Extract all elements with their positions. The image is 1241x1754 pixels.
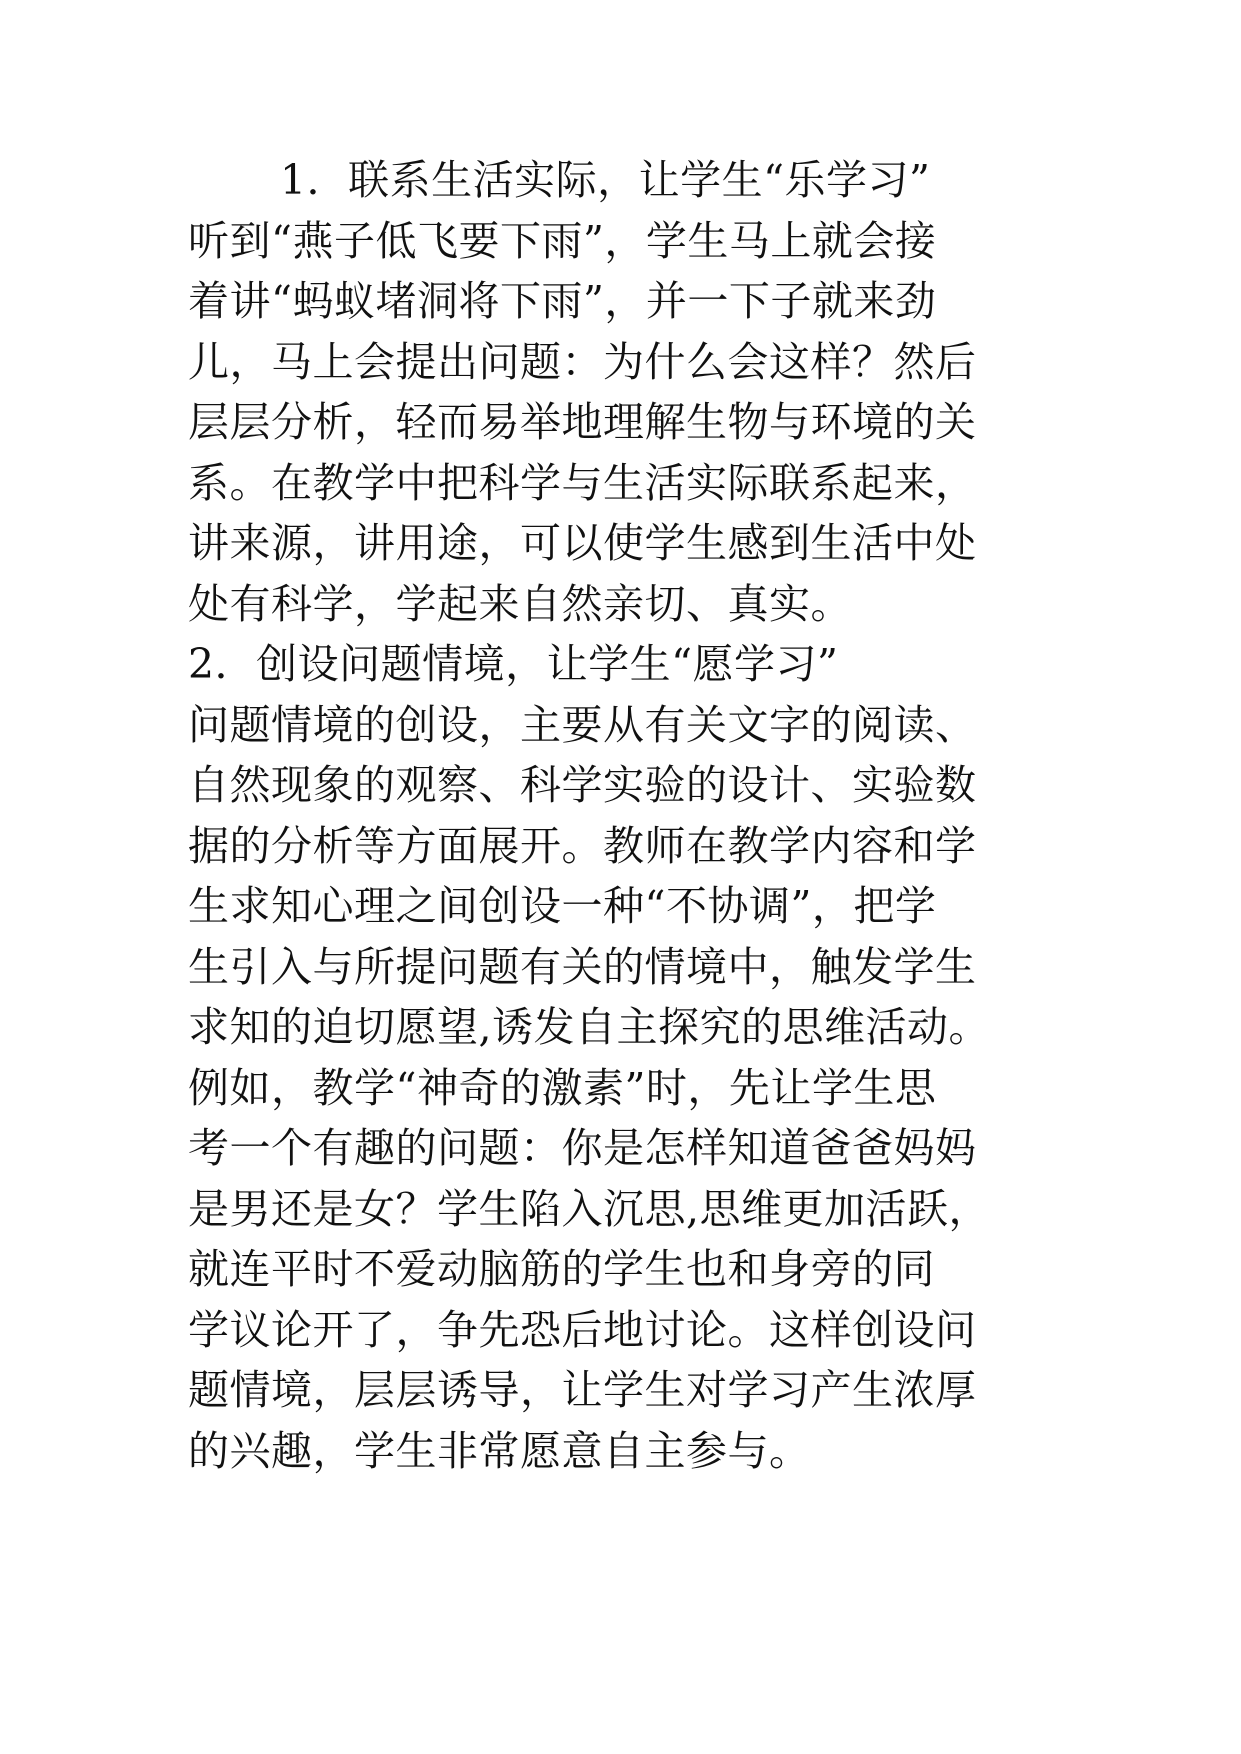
paragraph-line: 学议论开了，争先恐后地讨论。这样创设问 <box>188 1305 977 1354</box>
paragraph-line: 讲来源，讲用途，可以使学生感到生活中处 <box>188 519 977 567</box>
paragraph-line: 自然现象的观察、科学实验的设计、实验数 <box>188 761 977 809</box>
paragraph-line: 题情境，层层诱导，让学生对学习产生浓厚 <box>188 1366 977 1414</box>
paragraph-line: 是男还是女？学生陷入沉思,思维更加活跃， <box>188 1184 991 1233</box>
paragraph-line: 就连平时不爱动脑筋的学生也和身旁的同 <box>188 1245 935 1293</box>
paragraph-line: 生引入与所提问题有关的情境中，触发学生 <box>188 942 977 991</box>
document-body <box>188 150 1068 1481</box>
paragraph-line: 系。在教学中把科学与生活实际联系起来， <box>188 458 977 507</box>
paragraph-line: 的兴趣，学生非常愿意自主参与。 <box>188 1426 811 1475</box>
paragraph-line: 着讲“蚂蚁堵洞将下雨”，并一下子就来劲 <box>188 277 937 325</box>
paragraph-line: 考一个有趣的问题：你是怎样知道爸爸妈妈 <box>188 1124 977 1172</box>
section-heading-2: 2．创设问题情境，让学生“愿学习” <box>188 640 839 688</box>
paragraph-line: 层层分析，轻而易举地理解生物与环境的关 <box>188 398 977 446</box>
paragraph-line: 儿，马上会提出问题：为什么会这样？然后 <box>188 337 977 386</box>
paragraph-line: 处有科学，学起来自然亲切、真实。 <box>188 579 852 628</box>
section-heading-1: 1．联系生活实际，让学生“乐学习” <box>280 156 931 204</box>
paragraph-line: 求知的迫切愿望,诱发自主探究的思维活动。 <box>188 1003 991 1051</box>
paragraph-line: 听到“燕子低飞要下雨”，学生马上就会接 <box>188 216 937 265</box>
paragraph-line: 据的分析等方面展开。教师在教学内容和学 <box>188 821 977 870</box>
paragraph-line: 生求知心理之间创设一种“不协调”，把学 <box>188 882 937 930</box>
paragraph-line: 问题情境的创设，主要从有关文字的阅读、 <box>188 700 977 749</box>
paragraph-line: 例如，教学“神奇的激素”时，先让学生思 <box>188 1063 937 1112</box>
